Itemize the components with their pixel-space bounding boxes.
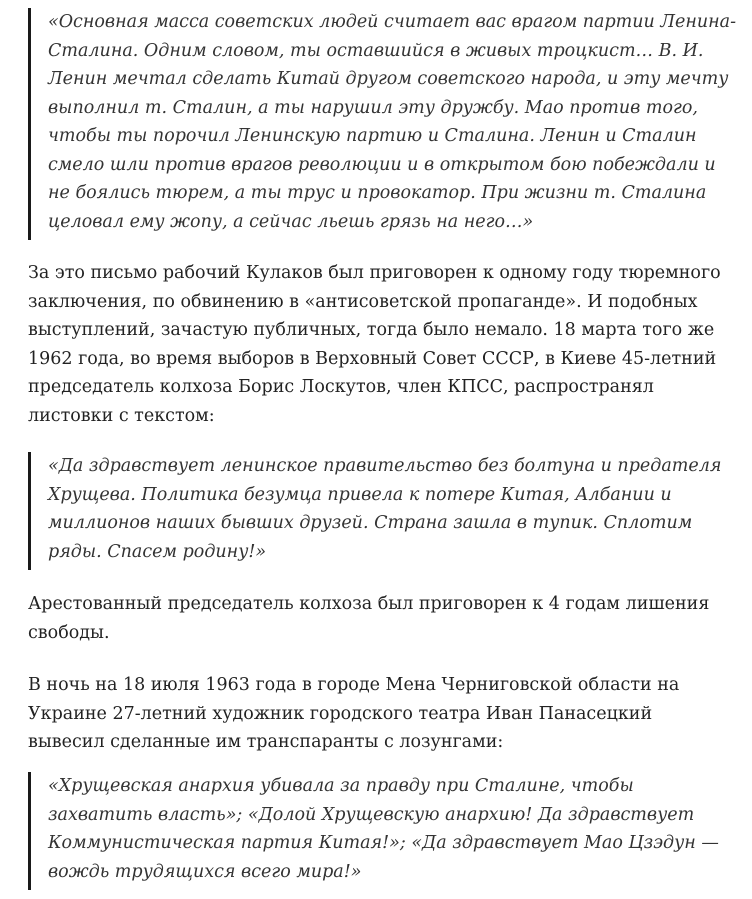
blockquote-leaflet: «Да здравствует ленинское правительство без болтуна и предателя Хрущева. Политика безумца привела к потере Китая, Албании и миллионов наших бывших друзей. Страна зашла в тупик. Сплотим ряды. Спасем родину!» [28,452,738,570]
blockquote-slogans: «Хрущевская анархия убивала за правду при Сталине, чтобы захватить власть»; «Долой Хрущевскую анархию! Да здравствует Коммунистическая партия Китая!»; «Да здравствует Мао Цзэдун — вождь трудящихся всего мира!» [28,772,738,890]
blockquote-letter: «Основная масса советских людей считает вас врагом партии Ленина-Сталина. Одним словом, ты оставшийся в живых троцкист… В. И. Ленин мечтал сделать Китай другом советского народа, и эту мечту выполнил т. Сталин, а ты нарушил эту дружбу. Мао против того, чтобы ты порочил Ленинскую партию и Сталина. Ленин и Сталин смело шли против врагов революции и в открытом бою побеждали и не боялись тюрем, а ты трус и провокатор. При жизни т. Сталина целовал ему жопу, а сейчас льешь грязь на него…» [28,8,738,240]
paragraph-chairman-sentence: Арестованный председатель колхоза был приговорен к 4 годам лишения свободы. [28,594,710,643]
paragraph-kulakov-sentence: За это письмо рабочий Кулаков был приговорен к одному году тюремного заключения, по обвинению в «антисоветской пропаганде». И подобных выступлений, зачастую публичных, тогда было немало. 18 марта того же 1962 года, во время выборов в Верховный Совет СССР, в Киеве 45-летний председатель колхоза Борис Лоскутов, член КПСС, распространял листовки с текстом: [28,263,721,426]
paragraph-panasetsky: В ночь на 18 июля 1963 года в городе Мена Черниговской области на Украине 27-летний художник городского театра Иван Панасецкий вывесил сделанные им транспаранты с лозунгами: [28,675,680,752]
